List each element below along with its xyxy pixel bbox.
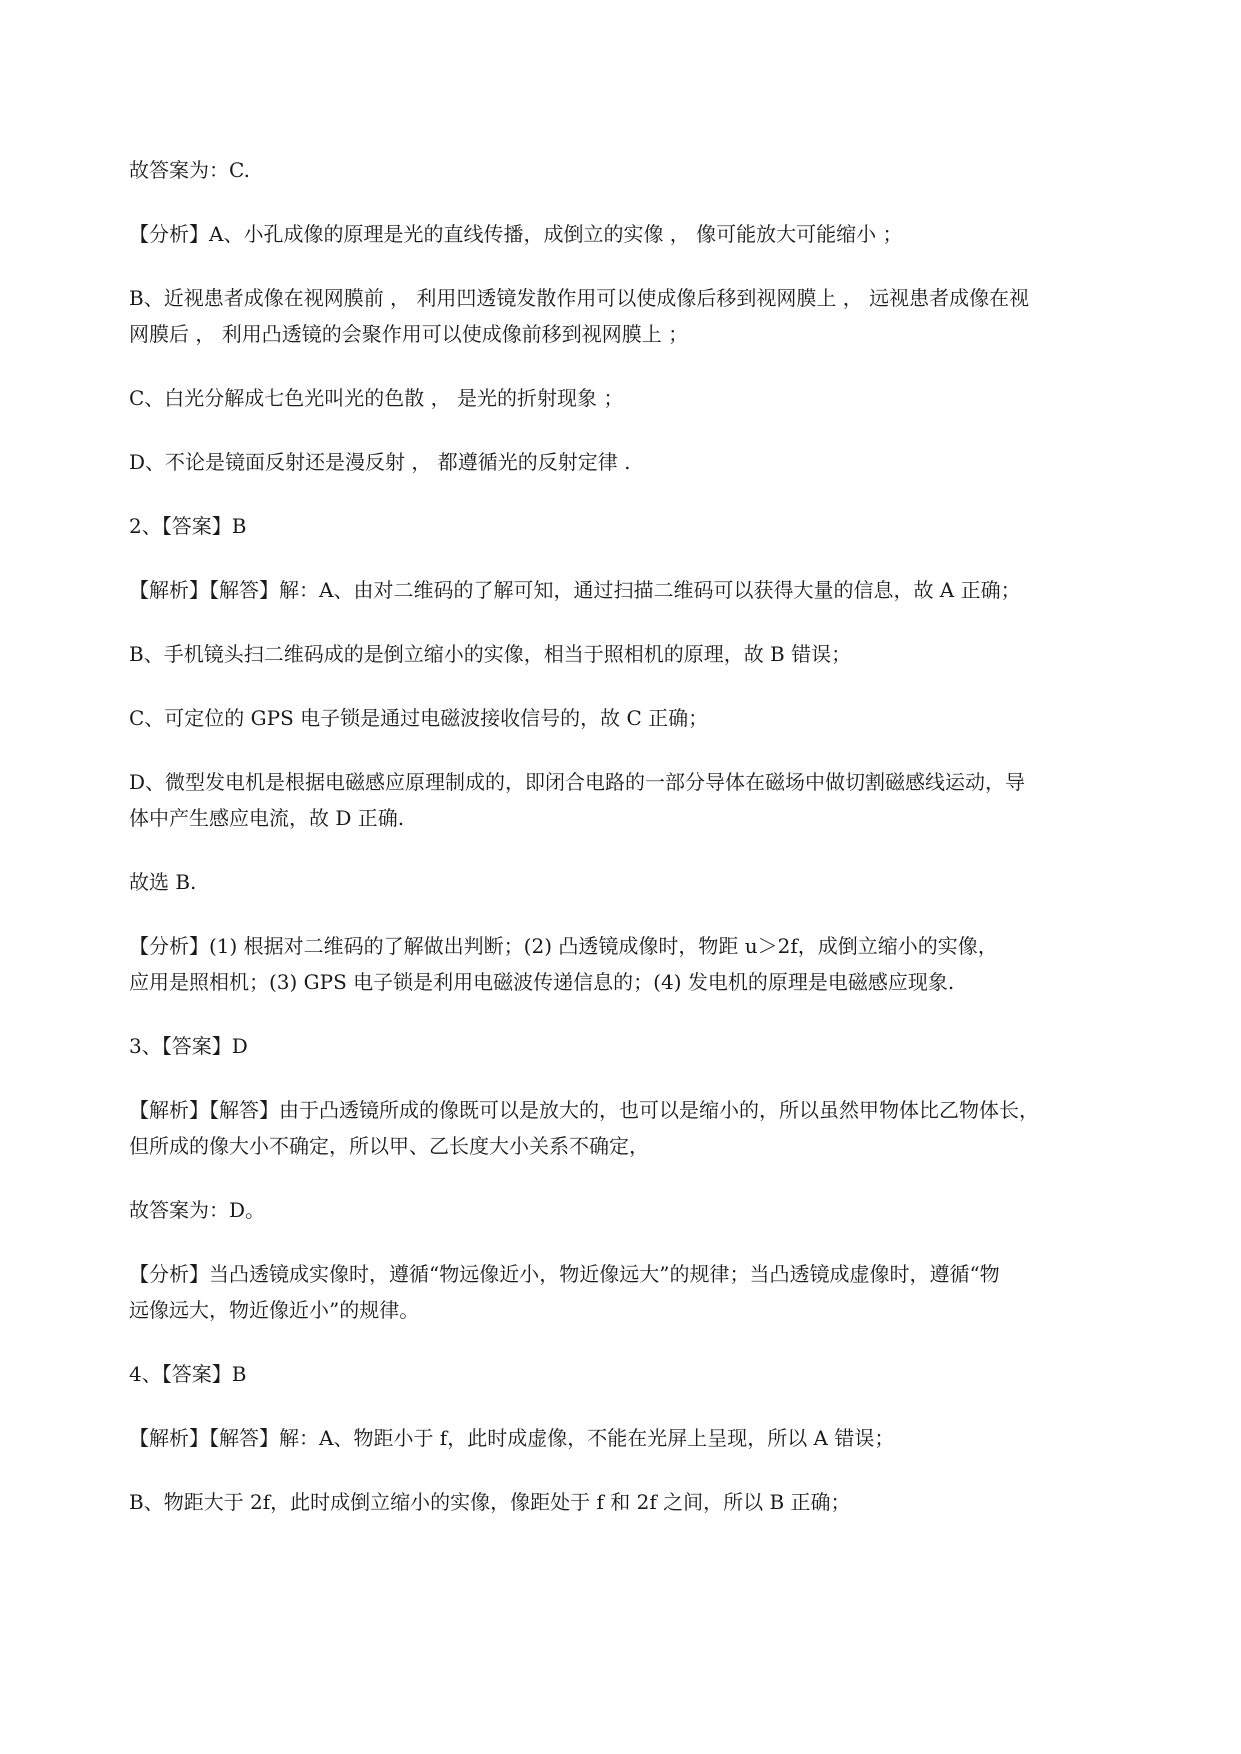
text-line: 远像远大，物近像近小”的规律。 <box>129 1298 420 1322</box>
text-line: D、不论是镜面反射还是漫反射 ， 都遵循光的反射定律 . <box>129 450 631 474</box>
paragraph <box>129 636 1147 672</box>
paragraph <box>129 864 1147 900</box>
text-line: 2、【答案】B <box>129 514 247 538</box>
paragraph <box>129 1256 1147 1328</box>
text-line: 【解析】【解答】由于凸透镜所成的像既可以是放大的，也可以是缩小的，所以虽然甲物体比乙物体长， <box>129 1098 1039 1122</box>
text-line: 故答案为：C. <box>129 158 250 182</box>
text-line: C、白光分解成七色光叫光的色散 ， 是光的折射现象 ； <box>129 386 624 410</box>
text-line: 故选 B. <box>129 870 197 894</box>
text-line: 【解析】【解答】解：A、由对二维码的了解可知，通过扫描二维码可以获得大量的信息，故 A 正确； <box>129 578 1021 602</box>
text-line: 但所成的像大小不确定，所以甲、乙长度大小关系不确定， <box>129 1134 649 1158</box>
document-body <box>129 152 1147 1548</box>
paragraph <box>129 1356 1147 1392</box>
paragraph <box>129 700 1147 736</box>
text-line: 【分析】A、小孔成像的原理是光的直线传播，成倒立的实像 ， 像可能放大可能缩小 ； <box>129 222 903 246</box>
text-line: 【分析】当凸透镜成实像时，遵循“物远像近小，物近像远大”的规律；当凸透镜成虚像时，遵循“物 <box>129 1262 1000 1286</box>
text-line: 4、【答案】B <box>129 1362 247 1386</box>
text-line: D、微型发电机是根据电磁感应原理制成的，即闭合电路的一部分导体在磁场中做切割磁感线运动，导 <box>129 770 1026 794</box>
text-line: 故答案为：D。 <box>129 1198 266 1222</box>
paragraph <box>129 380 1147 416</box>
text-line: 3、【答案】D <box>129 1034 248 1058</box>
paragraph <box>129 1092 1147 1164</box>
text-line: C、可定位的 GPS 电子锁是通过电磁波接收信号的，故 C 正确； <box>129 706 709 730</box>
paragraph <box>129 1484 1147 1520</box>
paragraph <box>129 572 1147 608</box>
text-line: 【解析】【解答】解：A、物距小于 f，此时成虚像，不能在光屏上呈现，所以 A 错误； <box>129 1426 895 1450</box>
text-line: 体中产生感应电流，故 D 正确. <box>129 806 405 830</box>
paragraph <box>129 1420 1147 1456</box>
text-line: B、手机镜头扫二维码成的是倒立缩小的实像，相当于照相机的原理，故 B 错误； <box>129 642 852 666</box>
paragraph <box>129 1192 1147 1228</box>
paragraph <box>129 764 1147 836</box>
text-line: 应用是照相机；(3) GPS 电子锁是利用电磁波传递信息的；(4) 发电机的原理是电磁感应现象. <box>129 970 955 994</box>
text-line: B、物距大于 2f，此时成倒立缩小的实像，像距处于 f 和 2f 之间，所以 B 正确； <box>129 1490 851 1514</box>
paragraph <box>129 280 1147 352</box>
paragraph <box>129 508 1147 544</box>
paragraph <box>129 152 1147 188</box>
text-line: 网膜后 ， 利用凸透镜的会聚作用可以使成像前移到视网膜上 ； <box>129 322 689 346</box>
paragraph <box>129 216 1147 252</box>
paragraph <box>129 928 1147 1000</box>
paragraph <box>129 444 1147 480</box>
paragraph <box>129 1028 1147 1064</box>
text-line: B、近视患者成像在视网膜前 ， 利用凹透镜发散作用可以使成像后移到视网膜上 ， 远视患者成像在视 <box>129 286 1030 310</box>
text-line: 【分析】(1) 根据对二维码的了解做出判断；(2) 凸透镜成像时，物距 u＞2f，成倒立缩小的实像， <box>129 934 998 958</box>
